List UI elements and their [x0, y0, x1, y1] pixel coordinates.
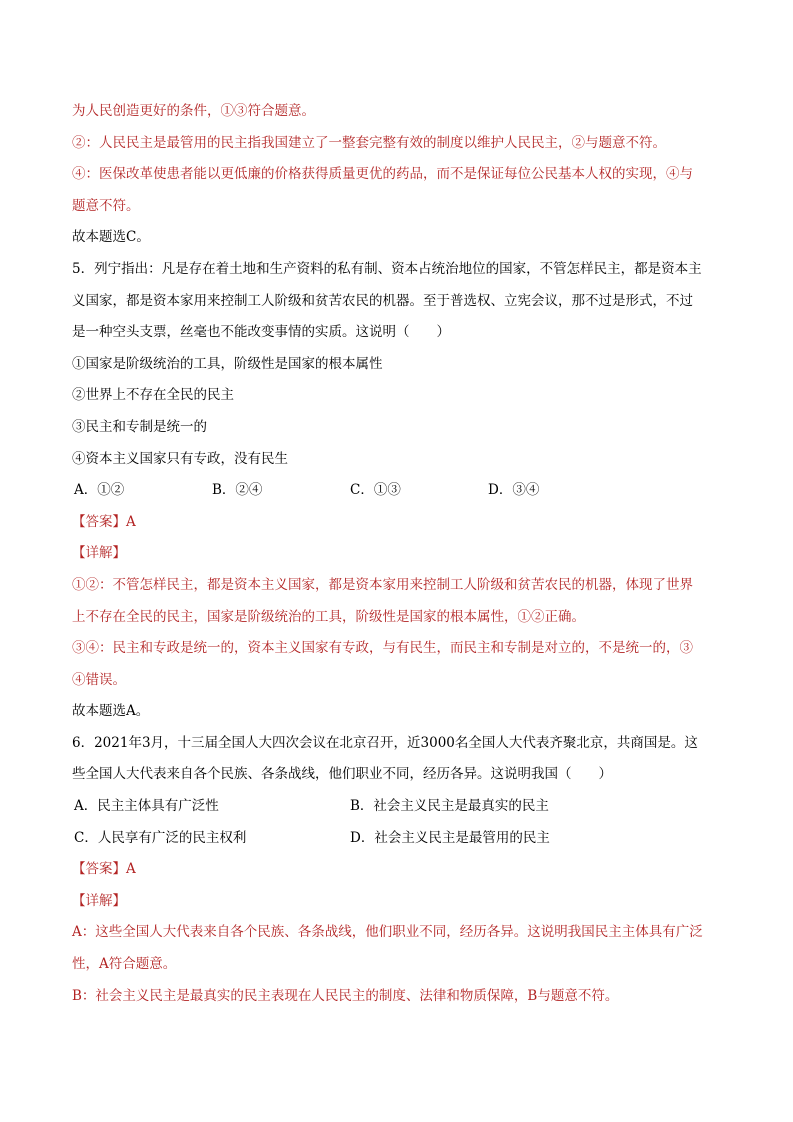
q5-explain-line: ①②：不管怎样民主，都是资本主义国家，都是资本家用来控制工人阶级和贫苦农民的机器，体现了世界: [72, 576, 693, 593]
prev-conclusion: 故本题选C。: [72, 229, 150, 246]
q6-detail-label: 【详解】: [72, 892, 126, 909]
q5-detail-label: 【详解】: [72, 545, 126, 562]
prev-explain-line: 为人民创造更好的条件，①③符合题意。: [72, 103, 315, 119]
q6-explain-line: 性，A符合题意。: [72, 956, 177, 973]
prev-explain-line: ②：人民民主是最管用的民主指我国建立了一整套完整有效的制度以维护人民民主，②与题意不符。: [72, 134, 666, 151]
q6-explain-line: A：这些全国人大代表来自各个民族、各条战线，他们职业不同，经历各异。这说明我国民主主体具有广泛: [72, 924, 703, 941]
q6-option-a: A．民主主体具有广泛性: [74, 798, 219, 815]
q5-option-d: D．③④: [488, 482, 540, 499]
q5-explain-line: 上不存在全民的民主，国家是阶级统治的工具，阶级性是国家的根本属性，①②正确。: [72, 608, 585, 625]
q5-stem: 5．列宁指出：凡是存在着土地和生产资料的私有制、资本占统治地位的国家，不管怎样民主，都是资本主: [72, 260, 702, 277]
q6-option-c: C．人民享有广泛的民主权利: [74, 829, 247, 846]
document-page: [72, 96, 722, 1012]
prev-explain-line: ④：医保改革使患者能以更低廉的价格获得质量更优的药品，而不是保证每位公民基本人权的实现，④与: [72, 166, 693, 183]
q5-option-c: C．①③: [350, 482, 401, 499]
q5-option-b: B．②④: [212, 482, 263, 499]
q5-stem: 是一种空头支票，丝毫也不能改变事情的实质。这说明（ ）: [72, 324, 450, 341]
q5-explain-line: ④错误。: [72, 671, 126, 688]
q6-answer: 【答案】A: [72, 861, 136, 878]
q6-explain-line: B：社会主义民主是最真实的民主表现在人民民主的制度、法律和物质保障，B与题意不符。: [72, 987, 619, 1004]
q5-option-a: A．①②: [74, 482, 125, 499]
q5-stem: 义国家，都是资本家用来控制工人阶级和贫苦农民的机器。至于普选权、立宪会议，那不过是形式，不过: [72, 292, 693, 309]
q5-options: [72, 475, 722, 507]
q5-statement: ③民主和专制是统一的: [72, 418, 207, 435]
q6-option-d: D．社会主义民主是最管用的民主: [350, 829, 550, 846]
q5-conclusion: 故本题选A。: [72, 703, 150, 720]
q5-answer: 【答案】A: [72, 513, 136, 530]
q6-options-row: [72, 823, 722, 855]
q6-stem: 6．2021年3月，十三届全国人大四次会议在北京召开，近3000名全国人大代表齐聚北京，共商国是。这: [72, 734, 698, 751]
q5-explain-line: ③④：民主和专政是统一的，资本主义国家有专政，与有民生，而民主和专制是对立的，不是统一的，③: [72, 640, 693, 657]
q5-statement: ④资本主义国家只有专政，没有民生: [72, 450, 288, 467]
q6-options-row: [72, 791, 722, 823]
q6-stem: 些全国人大代表来自各个民族、各条战线，他们职业不同，经历各异。这说明我国（ ）: [72, 766, 612, 783]
prev-explain-line: 题意不符。: [72, 197, 140, 214]
q5-statement: ②世界上不存在全民的民主: [72, 387, 234, 404]
q5-statement: ①国家是阶级统治的工具，阶级性是国家的根本属性: [72, 355, 383, 372]
q6-option-b: B．社会主义民主是最真实的民主: [350, 798, 549, 815]
